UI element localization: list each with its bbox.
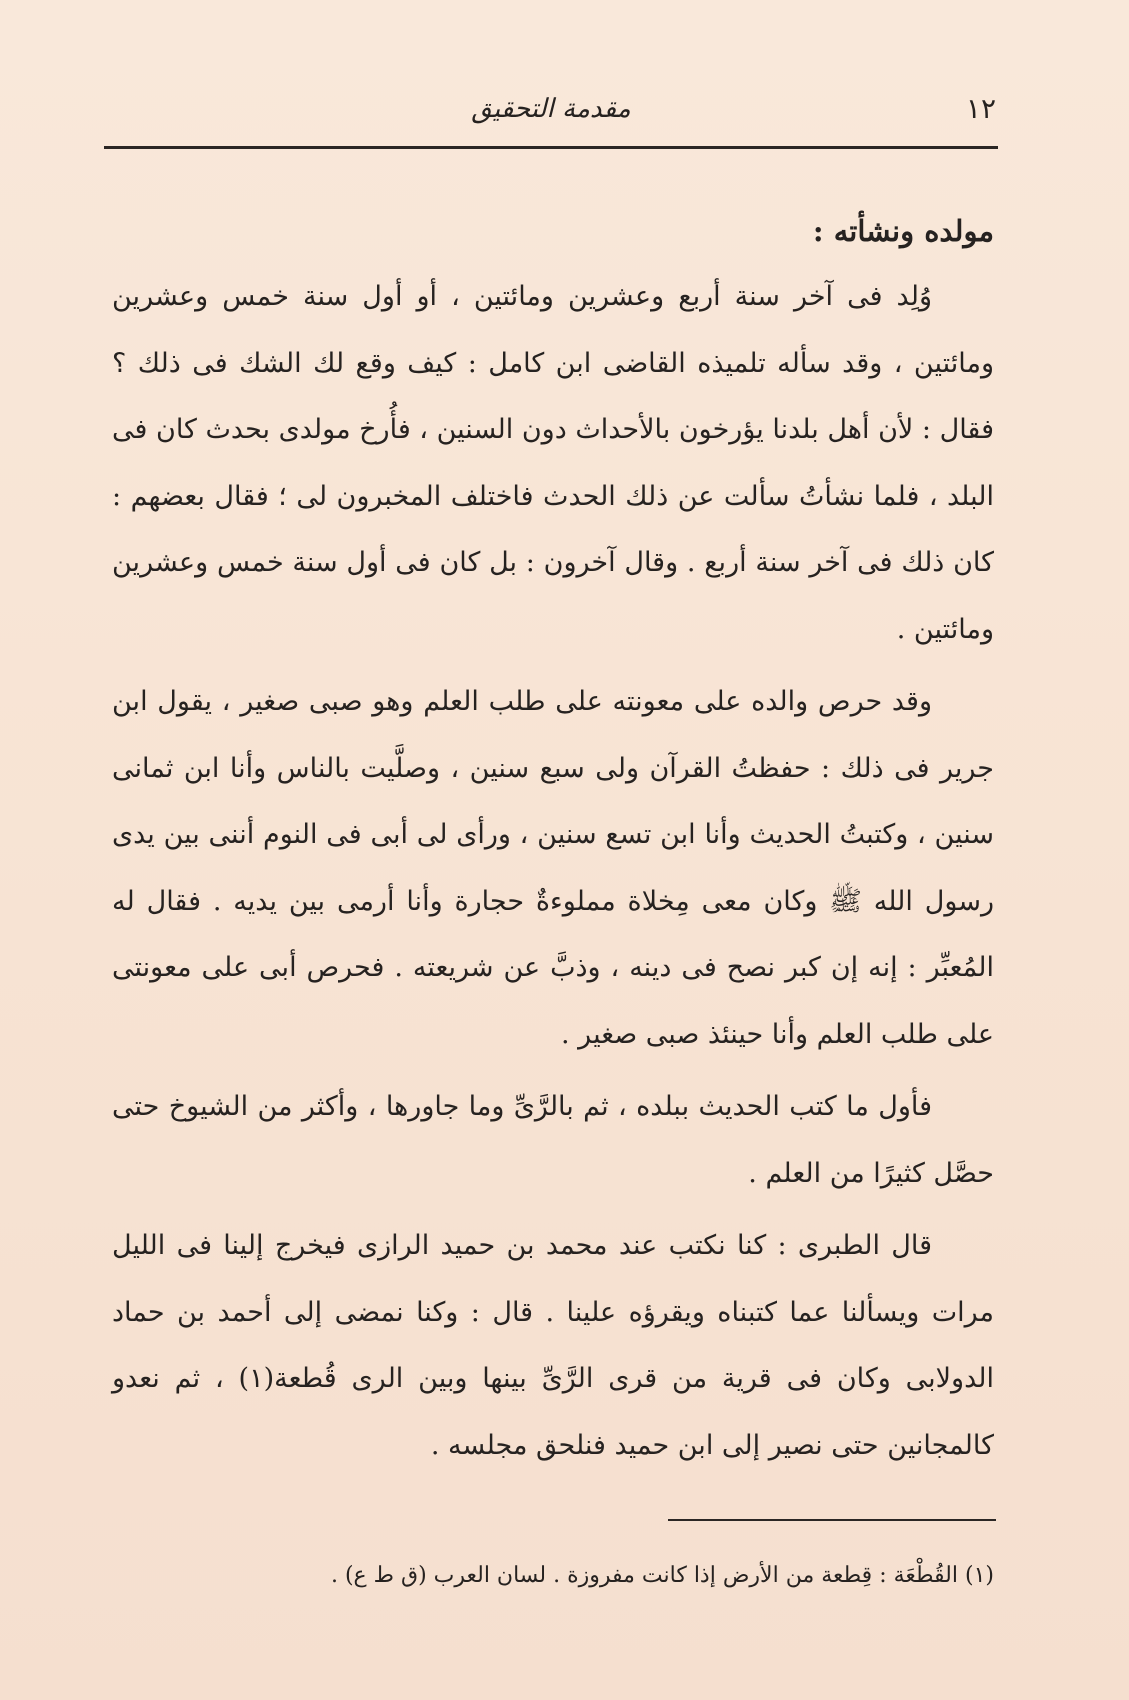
page-header (106, 88, 996, 128)
page-number: ١٢ (965, 92, 996, 125)
section-heading: مولده ونشأته : (812, 214, 994, 248)
main-text (112, 206, 994, 1485)
running-title: مقدمة التحقيق (471, 94, 631, 124)
paragraph-upbringing: وقد حرص والده على معونته على طلب العلم وهو صبى صغير ، يقول ابن جرير فى ذلك : حفظتُ القرآن ولى سبع سنين ، وصلَّيت بالناس وأنا ابن ثمانى سنين ، وكتبتُ الحديث وأنا ابن تسع سنين ، ورأى لى أبى فى النوم أننى بين يدى رسول الله ﷺ وكان معى مِخلاة مملوءةٌ حجارة وأنا أرمى بين يديه . فقال له المُعبِّر : إنه إن كبر نصح فى دينه ، وذبَّ عن شريعته . فحرص أبى على معونتى على طلب العلم وأنا حينئذ صبى صغير . (112, 686, 994, 1050)
header-rule (104, 146, 998, 149)
paragraph-first-hadith: فأول ما كتب الحديث ببلده ، ثم بالرَّىِّ وما جاورها ، وأكثر من الشيوخ حتى حصَّل كثيرًا من العلم . (112, 1091, 994, 1189)
paragraph-birth: وُلِد فى آخر سنة أربع وعشرين ومائتين ، أو أول سنة خمس وعشرين ومائتين ، وقد سأله تلميذه القاضى ابن كامل : كيف وقع لك الشك فى ذلك ؟ فقال : لأن أهل بلدنا يؤرخون بالأحداث دون السنين ، فأُرخ مولدى بحدث كان فى البلد ، فلما نشأتُ سألت عن ذلك الحدث فاختلف المخبرون لى ؛ فقال بعضهم : كان ذلك فى آخر سنة أربع . وقال آخرون : بل كان فى أول سنة خمس وعشرين ومائتين . (112, 281, 994, 645)
paragraph-tabari-quote: قال الطبرى : كنا نكتب عند محمد بن حميد الرازى فيخرج إلينا فى الليل مرات ويسألنا عما كتبناه ويقرؤه علينا . قال : وكنا نمضى إلى أحمد بن حماد الدولابى وكان فى قرية من قرى الرَّىِّ بينها وبين الرى قُطعة(١) ، ثم نعدو كالمجانين حتى نصير إلى ابن حميد فنلحق مجلسه . (112, 1230, 995, 1461)
footnote: (١) القُطْعَة : قِطعة من الأرض إذا كانت مفروزة . لسان العرب (ق ط ع) . (330, 1563, 994, 1588)
footnote-rule (668, 1519, 996, 1521)
